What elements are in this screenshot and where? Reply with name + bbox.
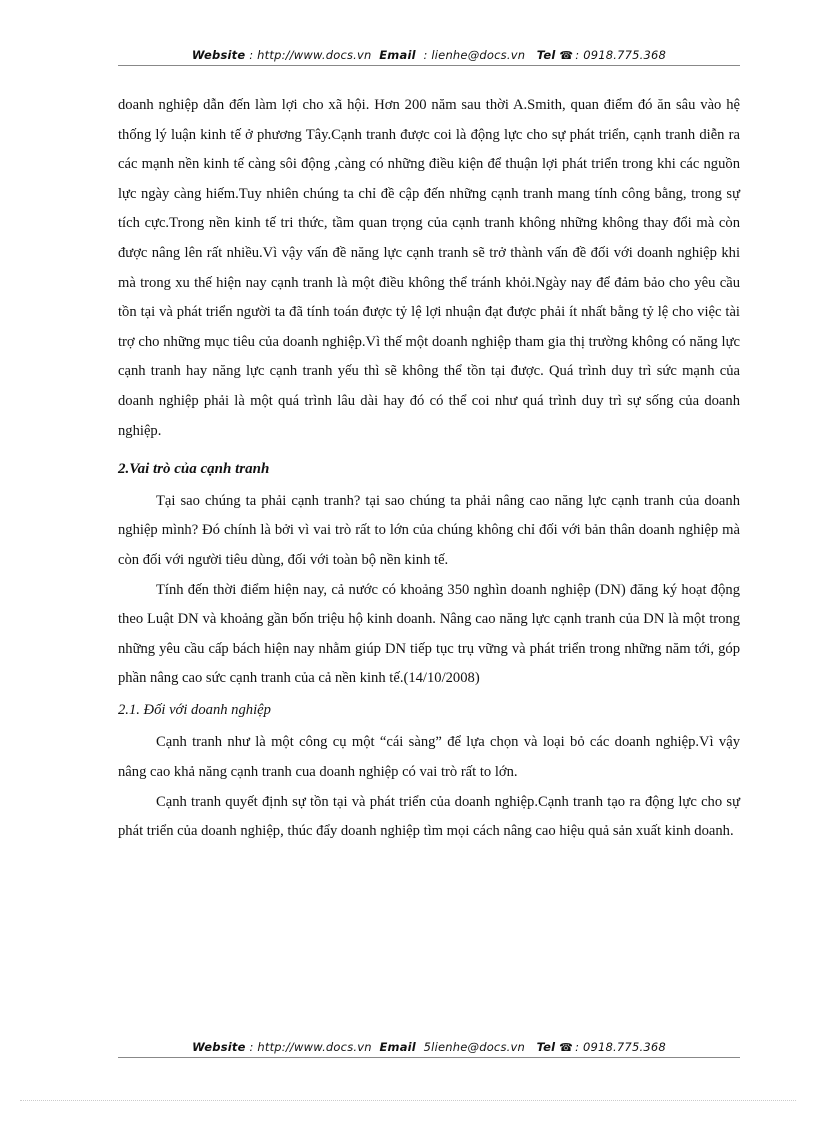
document-body bbox=[118, 91, 740, 847]
page-header bbox=[118, 48, 740, 62]
header-email-link[interactable]: : lienhe@docs.vn bbox=[423, 48, 526, 62]
subsection-heading-2-1: 2.1. Đối với doanh nghiệp bbox=[118, 701, 271, 718]
header-tel-label: Tel bbox=[536, 48, 556, 62]
header-email-label: Email bbox=[379, 48, 416, 62]
paragraph-3: Tính đến thời điểm hiện nay, cả nước có khoảng 350 nghìn doanh nghiệp (DN) đăng ký hoạt động theo Luật DN và khoảng gần bốn triệu hộ kinh doanh. Nâng cao năng lực cạnh tranh của DN là một trong những yêu cầu cấp bách hiện nay nhằm giúp DN tiếp tục trụ vững và phát triển trong những năm tới, góp phần nâng cao sức cạnh tranh của cả nền kinh tế.(14/10/2008) bbox=[118, 581, 740, 687]
page-edge-dotted-line bbox=[20, 1100, 796, 1101]
paragraph-5: Cạnh tranh quyết định sự tồn tại và phát triển của doanh nghiệp.Cạnh tranh tạo ra động lực cho sự phát triển của doanh nghiệp, thúc đẩy doanh nghiệp tìm mọi cách nâng cao hiệu quả sản xuất kinh doanh. bbox=[118, 793, 740, 840]
telephone-icon: ☎ bbox=[559, 1041, 574, 1054]
footer-email-label: Email bbox=[379, 1040, 416, 1054]
paragraph-4: Cạnh tranh như là một công cụ một “cái sàng” để lựa chọn và loại bỏ các doanh nghiệp.Vì vậy nâng cao khả năng cạnh tranh cua doanh nghiệp có vai trò rất to lớn. bbox=[118, 734, 740, 781]
paragraph-1: doanh nghiệp dẫn đến làm lợi cho xã hội. Hơn 200 năm sau thời A.Smith, quan điểm đó ăn sâu vào hệ thống lý luận kinh tế ở phương Tây.Cạnh tranh được coi là động lực cho sự phát triển, cạnh tranh diễn ra các mạnh nền kinh tế càng sôi động ,càng có những điều kiện để thuận lợi phát triển trong khi các nguồn lực ngày càng hiếm.Tuy nhiên chúng ta chỉ đề cập đến những cạnh tranh mang tính công bằng, trong sự tích cực.Trong nền kinh tế tri thức, tầm quan trọng của cạnh tranh không những không thay đổi mà còn được nâng lên rất nhiều.Vì vậy vấn đề năng lực cạnh tranh sẽ trở thành vấn đề đối với doanh nghiệp khi mà trong xu thế hiện nay cạnh tranh là một điều không thể tránh khỏi.Ngày nay để đảm bảo cho yêu cầu tồn tại và phát triển người ta đã tính toán được tỷ lệ lợi nhuận đạt được phải ít nhất bằng tỷ lệ cho việc tài trợ cho những mục tiêu của doanh nghiệp.Vì thế một doanh nghiệp tham gia thị trường không có năng lực cạnh tranh hay năng lực cạnh tranh yếu thì sẽ không thể tồn tại được. Quá trình duy trì sức mạnh của doanh nghiệp phải là một quá trình lâu dài hay đó có thể coi như quá trình duy trì sự sống của doanh nghiệp. bbox=[118, 97, 740, 439]
footer-website-label: Website bbox=[192, 1040, 246, 1054]
header-website-link[interactable]: : http://www.docs.vn bbox=[249, 48, 372, 62]
page-footer bbox=[118, 1040, 740, 1054]
header-tel-value: : 0918.775.368 bbox=[575, 48, 667, 62]
header-divider bbox=[118, 65, 740, 66]
footer-tel-label: Tel bbox=[536, 1040, 556, 1054]
header-website-label: Website bbox=[191, 48, 246, 62]
telephone-icon: ☎ bbox=[559, 49, 574, 62]
footer-website-link[interactable]: : http://www.docs.vn bbox=[249, 1040, 372, 1054]
footer-divider bbox=[118, 1057, 740, 1058]
paragraph-2: Tại sao chúng ta phải cạnh tranh? tại sao chúng ta phải nâng cao năng lực cạnh tranh của doanh nghiệp mình? Đó chính là bởi vì vai trò rất to lớn của chúng không chỉ đối với bản thân doanh nghiệp mà còn đối với người tiêu dùng, đối với toàn bộ nền kinh tế. bbox=[118, 492, 740, 568]
footer-tel-value: : 0918.775.368 bbox=[575, 1040, 666, 1054]
footer-email-link[interactable]: 5lienhe@docs.vn bbox=[423, 1040, 525, 1054]
section-heading-2: 2.Vai trò của cạnh tranh bbox=[118, 461, 270, 478]
